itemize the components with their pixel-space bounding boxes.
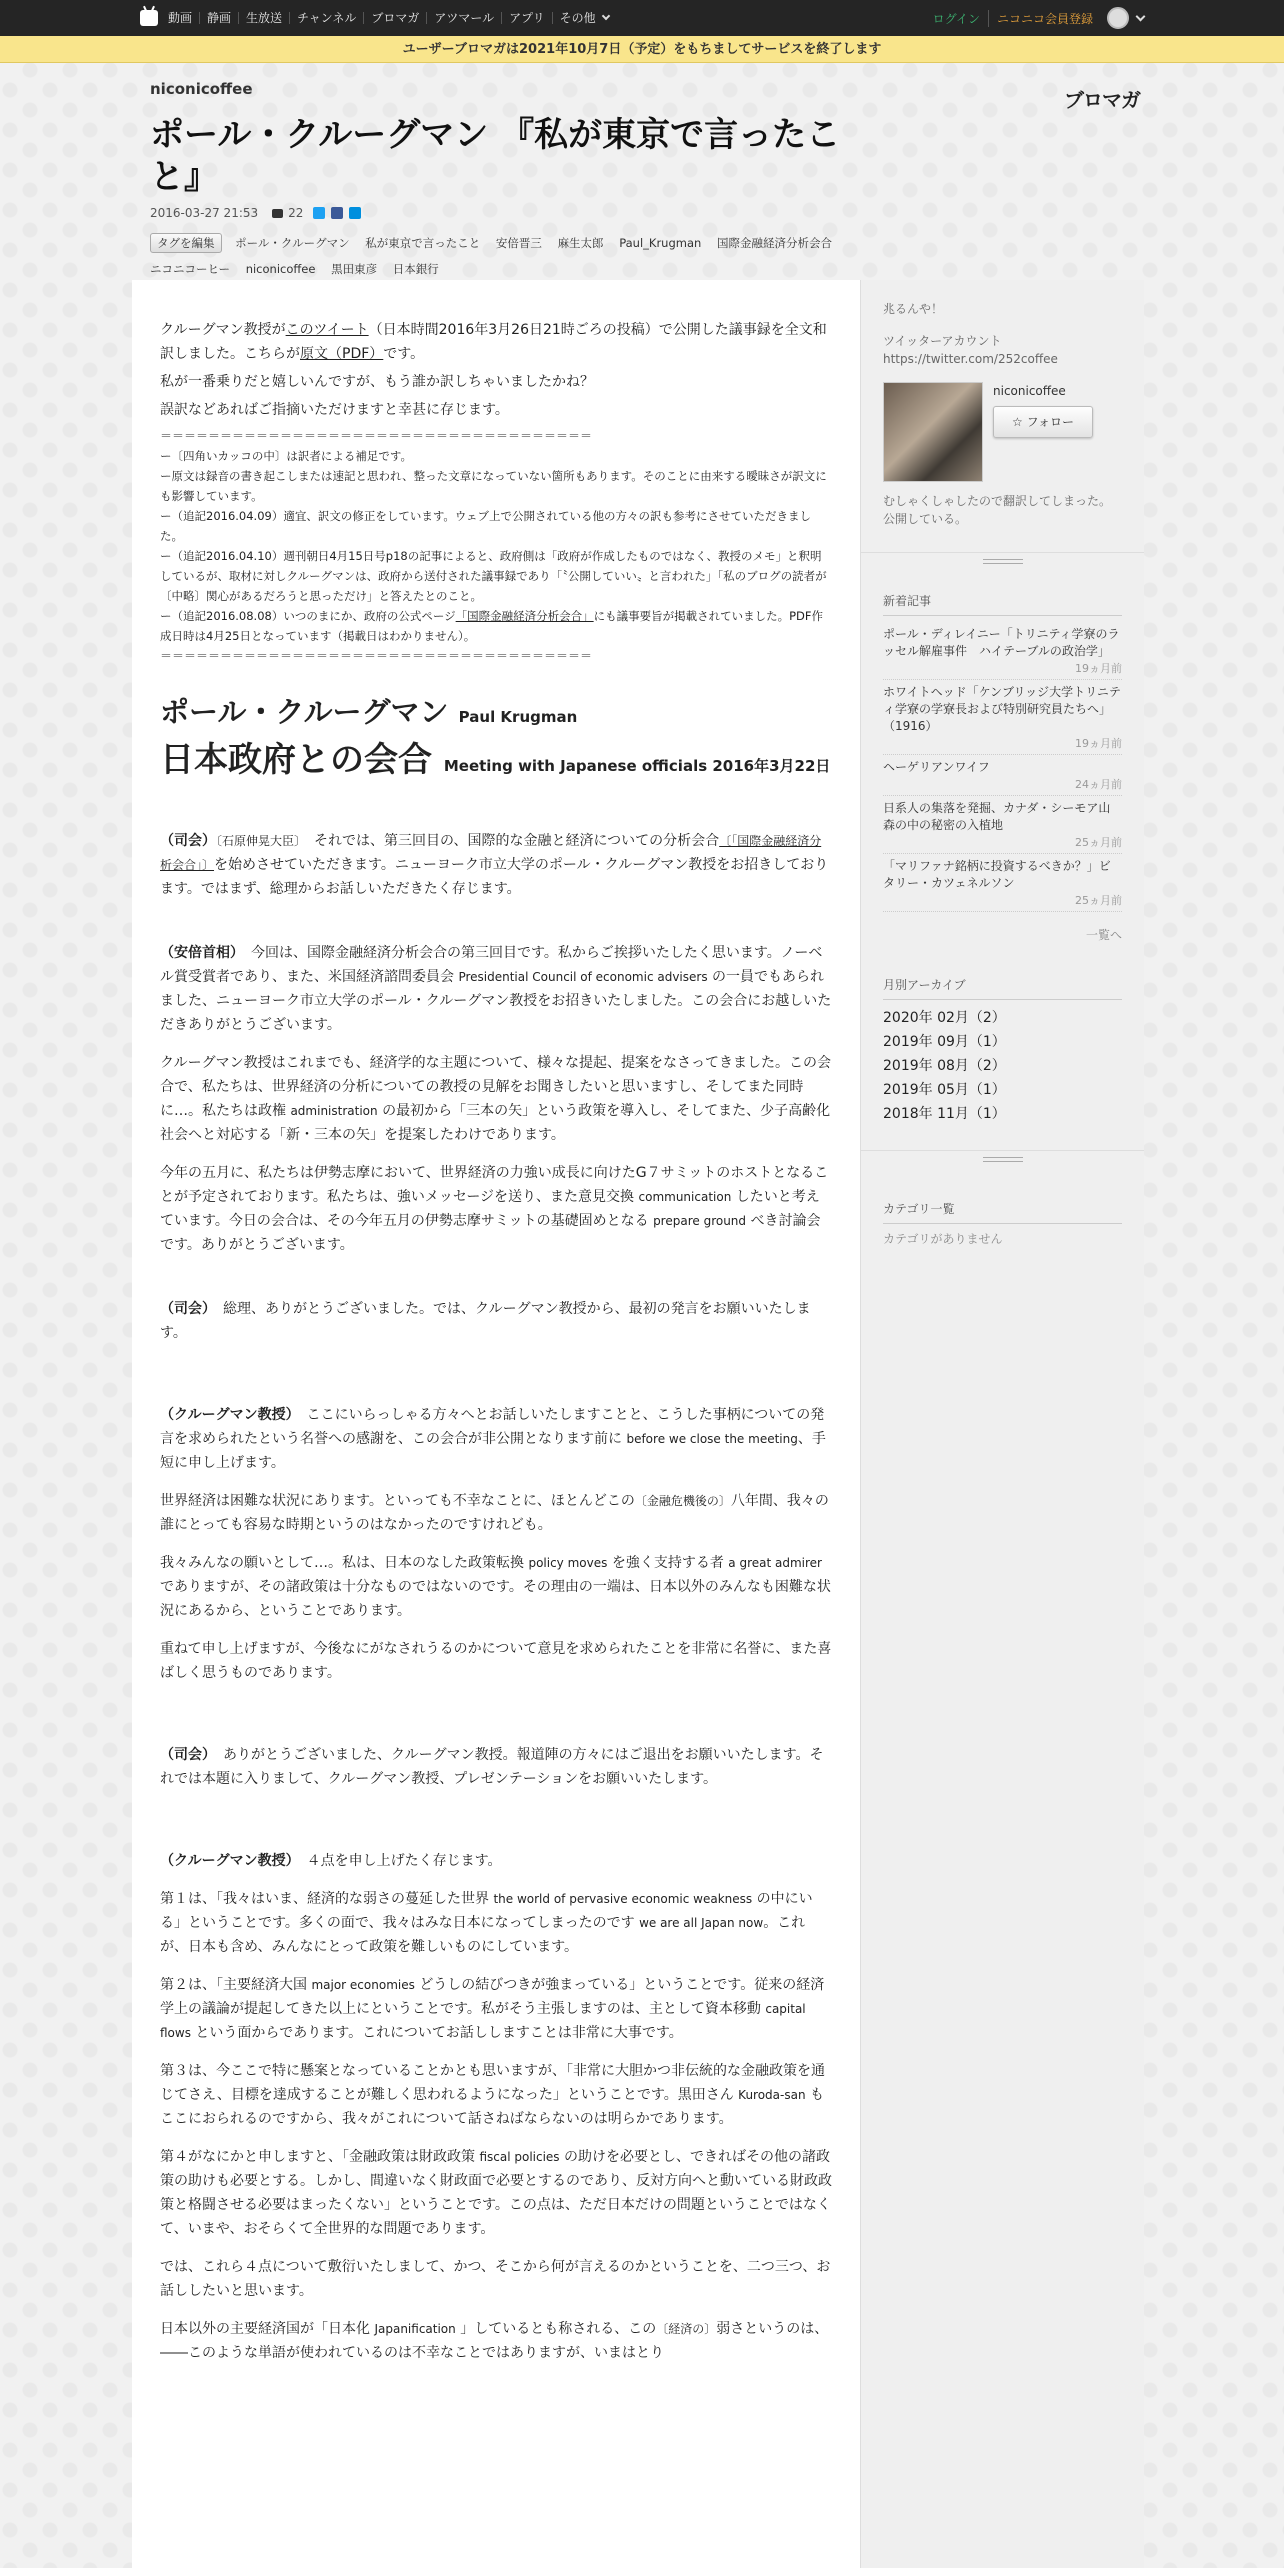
follow-label: フォロー <box>1026 415 1074 429</box>
speech-paragraph <box>160 1161 832 1257</box>
speech-text: もここにおられるのですから、我々がこれについて話さねばならないのは明らかであります。 <box>160 2087 825 2127</box>
recent-article-time: 19ヵ月前 <box>1075 737 1122 750</box>
blomaga-logo[interactable]: ブロマガ <box>1064 88 1140 112</box>
global-nav-bar <box>0 0 1284 36</box>
speech-text: 」しているとも称される、この <box>460 2321 657 2337</box>
article-body <box>132 280 860 2365</box>
recent-article-title: ポール・ディレイニー「トリニティ学寮のラッセル解雇事件 ハイテーブルの政治学」 <box>883 627 1120 658</box>
english-gloss: policy moves <box>528 1556 608 1570</box>
chevron-down-icon <box>602 12 610 20</box>
profile-description: むしゃくしゃしたので翻訳してしまった。公開している。 <box>883 494 1112 526</box>
nav-video[interactable]: 動画 <box>168 11 193 25</box>
speech-text: 我々みんなの願いとして…。私は、日本のなした政策転換 <box>160 1555 524 1571</box>
niconico-tv-icon[interactable] <box>140 10 158 26</box>
nav-live[interactable]: 生放送 <box>238 12 289 24</box>
speaker-note: 〔金融危機後の〕 <box>634 1494 731 1508</box>
english-gloss: Kuroda-san <box>738 2088 806 2102</box>
archive-item[interactable]: 2019年 08月（2） <box>883 1058 1006 1074</box>
archive-item[interactable]: 2019年 05月（1） <box>883 1082 1006 1098</box>
intro-paragraph <box>160 318 832 366</box>
english-gloss: prepare ground <box>653 1214 747 1228</box>
heading-en: Paul Krugman <box>458 708 578 726</box>
tag-item[interactable]: 麻生太郎 <box>557 236 604 250</box>
speech-paragraph <box>160 1489 832 1537</box>
speech-text: の一員でもあられました、ニューヨーク市立大学のポール・クルーグマン教授をお招きいたしました。この会合にお越しいただきありがとうございます。 <box>160 969 832 1033</box>
recent-article-time: 25ヵ月前 <box>1075 894 1122 907</box>
intro-text: クルーグマン教授が <box>160 322 286 338</box>
meeting-link[interactable]: 〔「国際金融経済分析会合」〕 <box>160 834 822 872</box>
divider-rule: ＝＝＝＝＝＝＝＝＝＝＝＝＝＝＝＝＝＝＝＝＝＝＝＝＝＝＝＝＝＝＝＝＝＝＝＝ <box>160 649 593 663</box>
monthly-archive <box>861 958 1144 1140</box>
intro-line: 私が一番乗りだと嬉しいんですが、もう誰か訳しちゃいましたかね？ <box>160 374 594 390</box>
translator-note <box>160 606 832 646</box>
speech-text: 総理、ありがとうございました。では、クルーグマン教授から、最初の発言をお願いいたします。 <box>160 1301 811 1341</box>
speech-text: 弱さというのは、――このような単語が使われているのは不幸なことではありますが、いまはとり <box>160 2321 829 2361</box>
speech-text: ありがとうございました、クルーグマン教授。報道陣の方々にはご退出をお願いいたします。それでは本題に入りまして、クルーグマン教授、プレゼンテーションをお願いいたします。 <box>160 1747 824 1787</box>
speaker-label: （安倍首相） <box>160 945 237 961</box>
speaker-label: （クルーグマン教授） <box>160 1853 293 1869</box>
speech-paragraph <box>160 1051 832 1147</box>
tweet-link[interactable]: このツイート <box>285 322 369 338</box>
post-date: 2016-03-27 21:53 <box>150 206 259 220</box>
speech-paragraph <box>160 1973 832 2045</box>
speech-paragraph <box>160 1551 832 1623</box>
nav-more-label: その他 <box>559 11 596 25</box>
chevron-down-icon[interactable] <box>1136 11 1146 21</box>
register-link[interactable]: ニコニコ会員登録 <box>988 10 1093 27</box>
global-nav-links <box>140 0 616 36</box>
article-main <box>132 280 860 2568</box>
account-area <box>933 0 1144 36</box>
translator-note: ー〔四角いカッコの中〕は訳者による補足です。 <box>160 449 412 463</box>
page-title: ポール・クルーグマン 『私が東京で言ったこと』 <box>150 115 841 197</box>
speech-text: の最初から「三本の矢」という政策を導入し、そしてまた、少子高齢化社会へと対応する「新・三本の矢」を提案したわけであります。 <box>160 1103 831 1143</box>
profile-info <box>993 382 1093 482</box>
speaker-label: （司会） <box>160 1747 209 1763</box>
translator-note: ー（追記2016.04.09）適宜、訳文の修正をしています。ウェブ上で公開されている他の方々の訳も参考にさせていただきました。 <box>160 509 811 543</box>
english-gloss: the world of pervasive economic weakness <box>493 1892 753 1906</box>
profile-text: 兆るんや！ <box>883 302 944 316</box>
english-gloss: capital flows <box>160 2002 806 2040</box>
note-text: ー（追記2016.08.08）いつのまにか、政府の公式ページ <box>160 609 456 623</box>
divider <box>861 552 1144 568</box>
profile-name[interactable]: niconicoffee <box>993 384 1066 398</box>
comment-icon <box>272 209 283 218</box>
archive-item[interactable]: 2018年 11月（1） <box>883 1106 1006 1122</box>
archive-item[interactable]: 2020年 02月（2） <box>883 1010 1006 1026</box>
original-pdf-link[interactable]: 原文（PDF） <box>300 346 384 362</box>
recent-article-time: 24ヵ月前 <box>1075 778 1122 791</box>
intro-text: （日本時間2016年3月26日21時ごろの投稿）で公開した議事録を全文和訳しました。こちらが <box>160 322 827 362</box>
speech-text: べき討論会です。ありがとうございます。 <box>160 1213 821 1253</box>
recent-article-item[interactable] <box>883 796 1122 854</box>
divider <box>861 1150 1144 1166</box>
article-meta <box>150 206 1140 220</box>
follow-button[interactable] <box>993 406 1093 438</box>
recent-articles <box>861 578 1144 958</box>
tag-item[interactable]: 安倍晋三 <box>495 236 542 250</box>
speech-text: ４点を申し上げたく存じます。 <box>292 1853 502 1869</box>
profile-photo[interactable] <box>883 382 983 482</box>
speech-text: の中にいる」ということです。多くの面で、我々はみな日本になってしまったのです <box>160 1891 813 1931</box>
speech-paragraph <box>160 1743 832 1791</box>
speech-text: 第１は、「我々はいま、経済的な弱さの蔓延した世界 <box>160 1891 489 1907</box>
speech-text: 第２は、「主要経済大国 <box>160 1977 307 1993</box>
tag-item[interactable]: 国際金融経済分析会合 <box>716 236 832 250</box>
recent-article-item[interactable] <box>883 680 1122 755</box>
nav-seiga[interactable]: 静画 <box>199 12 238 24</box>
speech-paragraph <box>160 2059 832 2131</box>
recent-article-time: 25ヵ月前 <box>1075 836 1122 849</box>
nav-app[interactable]: アプリ <box>501 12 552 24</box>
heading-jp: ポール・クルーグマン <box>160 695 449 729</box>
twitter-share-icon[interactable] <box>313 207 325 219</box>
edit-tags-button[interactable]: タグを編集 <box>150 233 222 253</box>
heading-en: Meeting with Japanese officials 2016年3月22日 <box>443 757 831 775</box>
speech-paragraph <box>160 941 832 1037</box>
category-title: カテゴリ一覧 <box>883 1200 1122 1224</box>
speech-text: 。これが、日本も含め、みんなにとって政策を難しいものにしています。 <box>160 1915 806 1955</box>
speech-text: 第３は、今ここで特に懸案となっていることかとも思いますが、「非常に大胆かつ非伝統的な金融政策を通じてさえ、目標を達成することが難しく思われるようになった」ということです。黒田さん <box>160 2063 825 2103</box>
speech-text: 今回は、国際金融経済分析会合の第三回目です。私からご挨拶いたしたく思います。ノーベル賞受賞者であり、また、米国経済諮問委員会 <box>160 945 823 985</box>
heading-jp: 日本政府との会合 <box>160 740 432 780</box>
english-gloss: Presidential Council of economic advisers <box>458 970 708 984</box>
profile-card <box>883 382 1122 482</box>
translator-note: ー（追記2016.04.10）週刊朝日4月15日号p18の記事によると、政府側は「政府が作成したものではなく、教授のメモ」と釈明しているが、取材に対しクルーグマンは、政府から送付された議事録であり「〝公開していい〟と言われた」「私のブログの読者が〔中略〕関心があるだろうと思っただけ」と答えたとのこと。 <box>160 549 827 603</box>
english-gloss: before we close the meeting <box>626 1432 798 1446</box>
speech-paragraph <box>160 1403 832 1475</box>
speech-paragraph <box>160 1849 832 1873</box>
tag-item[interactable]: 黒田東彦 <box>331 262 378 276</box>
tag-item[interactable]: 私が東京で言ったこと <box>365 236 481 250</box>
note-text: にも議事要旨が掲載されていました。PDF作成日時は4月25日となっています（掲載日はわかりません）。 <box>160 609 824 643</box>
facebook-share-icon[interactable] <box>331 207 343 219</box>
archive-item[interactable]: 2019年 09月（1） <box>883 1034 1006 1050</box>
speech-text: を始めさせていただきます。ニューヨーク市立大学のポール・クルーグマン教授をお招きしております。ではまず、総理からお話しいただきたく存じます。 <box>160 857 829 897</box>
english-gloss: we are all Japan now <box>639 1916 764 1930</box>
service-end-notice[interactable]: ユーザーブロマガは2021年10月7日（予定）をもちましてサービスを終了します <box>0 36 1284 63</box>
english-gloss: Japanification <box>374 2322 456 2336</box>
nav-blomaga[interactable]: ブロマガ <box>363 12 426 24</box>
nav-atsumaru[interactable]: アツマール <box>426 12 501 24</box>
recent-article-title: 「マリファナ銘柄に投資するべきか？」ビタリー・カツェネルソン <box>883 859 1111 890</box>
speech-text: 世界経済は困難な状況にあります。といっても不幸なことに、ほとんどこの <box>160 1493 635 1509</box>
speech-paragraph <box>160 2145 832 2241</box>
recent-more-link[interactable]: 一覧へ <box>1085 928 1122 942</box>
speech-text: したいと考えています。今日の会合は、その今年五月の伊勢志摩サミットの基礎固めとなる <box>160 1189 820 1229</box>
comment-count[interactable]: 22 <box>288 206 304 220</box>
speaker-note: 〔石原伸晃大臣〕 <box>216 834 301 848</box>
tag-item[interactable]: 日本銀行 <box>392 262 439 276</box>
speech-text: の助けを必要とし、できればその他の諸政策の助けも必要とする。しかし、間違いなく財政面で必要とするのであり、反対方向へと動いている財政政策と格闘させる必要はまったくない」ということです。この点は、ただ日本だけの問題ということではなくて、いまや、おそらくて全世界的な問題であります。 <box>160 2149 832 2237</box>
tag-item[interactable]: Paul_Krugman <box>619 236 702 250</box>
speech-paragraph: では、これら４点について敷衍いたしまして、かつ、そこから何が言えるのかということを、二つ三つ、お話ししたいと思います。 <box>160 2259 831 2299</box>
speech-text: 日本以外の主要経済国が「日本化 <box>160 2321 370 2337</box>
english-gloss: a great admirer <box>728 1556 822 1570</box>
twitter-account-text: ツイッターアカウント https://twitter.com/252coffee <box>883 334 1058 366</box>
login-link[interactable]: ログイン <box>932 11 980 26</box>
intro-line: 誤訳などあればご指摘いただけますと幸甚に存じます。 <box>160 402 509 418</box>
recent-article-item[interactable] <box>883 755 1122 796</box>
recent-article-item[interactable] <box>883 854 1122 912</box>
profile-section <box>861 280 1144 542</box>
speech-paragraph: 重ねて申し上げますが、今後なにがなされうるのかについて意見を求められたことを非常に名誉に、また喜ばしく思うものであります。 <box>160 1641 832 1681</box>
speech-text: という面からであります。これについてお話ししますことは非常に大事です。 <box>195 2025 683 2041</box>
speech-text: クルーグマン教授はこれまでも、経済学的な主題について、様々な提起、提案をなさってきました。この会合で、私たちは、世界経済の分析についての教授の見解をお聞きしたいと思いますし、そしてまた同時に…。私たちは政権 <box>160 1055 832 1119</box>
recent-article-title: 日系人の集落を発掘、カナダ・シーモア山森の中の秘密の入植地 <box>883 801 1111 832</box>
blog-name[interactable]: niconicoffee <box>150 80 253 98</box>
avatar[interactable] <box>1107 7 1129 29</box>
speech-paragraph <box>160 1297 832 1345</box>
category-empty-text: カテゴリがありません <box>883 1232 1003 1246</box>
speech-text: ここにいらっしゃる方々へとお話しいたしますことと、こうした事柄についての発言を求められたという名誉への感謝を、この会合が非公開となります前に <box>160 1407 825 1447</box>
nav-more[interactable] <box>552 12 617 24</box>
sidebar <box>860 280 1144 2568</box>
translator-note: ー原文は録音の書き起こしまたは速記と思われ、整った文章になっていない箇所もあります。そのことに由来する曖昧さが訳文にも影響しています。 <box>160 469 827 503</box>
speech-text: 八年間、我々の誰にとっても容易な時期というのはなかったのですけれども。 <box>160 1493 829 1533</box>
speech-paragraph <box>160 829 832 901</box>
tag-list <box>150 230 850 282</box>
section-heading-author <box>160 692 832 737</box>
recent-article-title: ホワイトヘッド「ケンブリッジ大学トリニティ学寮の学寮長および特別研究員たちへ」（1916） <box>883 685 1121 733</box>
english-gloss: major economies <box>311 1978 415 1992</box>
section-heading-meeting <box>160 737 832 789</box>
english-gloss: fiscal policies <box>479 2150 560 2164</box>
speaker-label: （司会） <box>160 833 216 849</box>
speech-text: を強く支持する者 <box>611 1555 724 1571</box>
speaker-label: （司会） <box>160 1301 209 1317</box>
speech-text: でありますが、その諸政策は十分なものではないのです。その理由の一端は、日本以外のみんなも困難な状況にあるから、ということであります。 <box>160 1579 831 1619</box>
speech-text: 今年の五月に、私たちは伊勢志摩において、世界経済の力強い成長に向けたG７サミットのホストとなることが予定されております。私たちは、強いメッセージを送り、また意見交換 <box>160 1165 829 1205</box>
english-gloss: administration <box>290 1104 378 1118</box>
archive-title: 月別アーカイブ <box>883 976 1122 1000</box>
recent-article-time: 19ヵ月前 <box>1075 662 1122 675</box>
star-icon: ☆ <box>1012 415 1023 429</box>
hatena-bookmark-icon[interactable] <box>349 207 361 219</box>
nav-channel[interactable]: チャンネル <box>289 12 363 24</box>
intro-text: です。 <box>383 346 425 362</box>
recent-article-title: ヘーゲリアンワイフ <box>883 760 990 774</box>
speech-paragraph <box>160 2317 832 2365</box>
speaker-note: 〔経済の〕 <box>656 2322 717 2336</box>
category-list <box>861 1176 1144 1262</box>
speech-text: それでは、第三回目の、国際的な金融と経済についての分析会合 <box>300 833 720 849</box>
recent-article-item[interactable] <box>883 622 1122 680</box>
english-gloss: communication <box>638 1190 732 1204</box>
official-page-link[interactable]: 「国際金融経済分析会合」 <box>455 609 594 623</box>
tag-item[interactable]: ポール・クルーグマン <box>235 236 350 250</box>
speech-text: どうしの結びつきが強まっている」ということです。従来の経済学上の議論が提起してきた以上にということです。私がそう主張しますのは、主として資本移動 <box>160 1977 825 2017</box>
tag-item[interactable]: niconicoffee <box>245 262 316 276</box>
tag-item[interactable]: ニコニコーヒー <box>150 262 231 276</box>
speech-text: 第４がなにかと申しますと、「金融政策は財政政策 <box>160 2149 475 2165</box>
speaker-label: （クルーグマン教授） <box>160 1407 293 1423</box>
divider-rule: ＝＝＝＝＝＝＝＝＝＝＝＝＝＝＝＝＝＝＝＝＝＝＝＝＝＝＝＝＝＝＝＝＝＝＝＝ <box>160 429 593 443</box>
recent-title: 新着記事 <box>883 592 1122 616</box>
article-header <box>150 80 1140 282</box>
speech-paragraph <box>160 1887 832 1959</box>
speech-text: 、手短に申し上げます。 <box>160 1431 826 1471</box>
